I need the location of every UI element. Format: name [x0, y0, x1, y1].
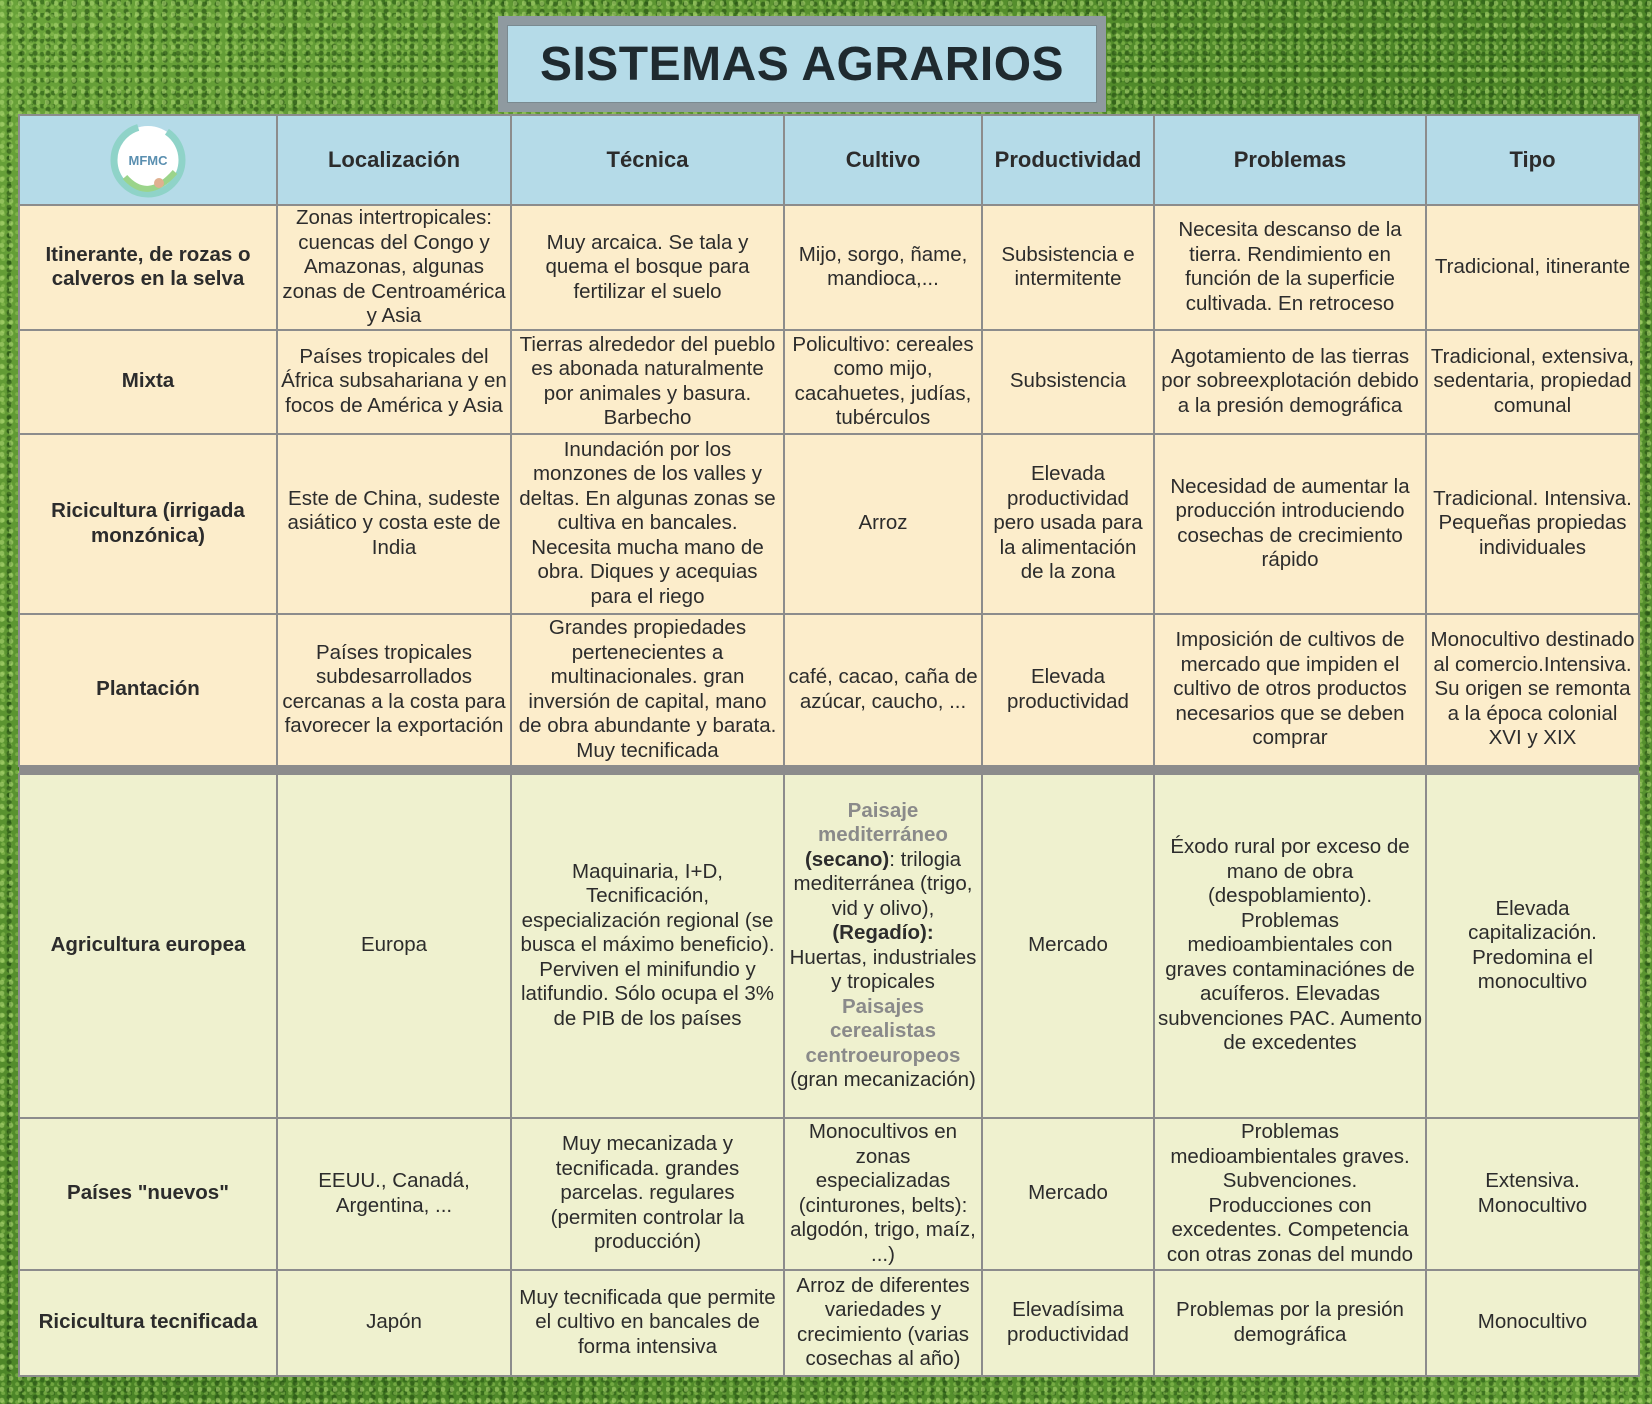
cell-localizacion: Japón — [277, 1270, 511, 1376]
logo-text: MFMC — [128, 153, 168, 168]
cell-productividad: Subsistencia — [982, 330, 1154, 434]
cell-tecnica: Grandes propiedades pertenecientes a multinacionales. gran inversión de capital, mano de obra abundante y barata. Muy tecnificada — [511, 614, 784, 766]
header-tipo: Tipo — [1426, 115, 1639, 205]
cell-productividad: Subsistencia e intermitente — [982, 205, 1154, 330]
row-label: Agricultura europea — [19, 774, 277, 1118]
table-row — [19, 614, 1639, 766]
cell-tipo: Tradicional, extensiva, sedentaria, propiedad comunal — [1426, 330, 1639, 434]
title-frame — [498, 16, 1106, 112]
table-row — [19, 1270, 1639, 1376]
cell-tecnica: Muy tecnificada que permite el cultivo en bancales de forma intensiva — [511, 1270, 784, 1376]
cell-localizacion: Este de China, sudeste asiático y costa este de India — [277, 434, 511, 614]
separator-bar — [19, 766, 1639, 774]
header-cultivo: Cultivo — [784, 115, 982, 205]
cell-localizacion: Zonas intertropicales: cuencas del Congo y Amazonas, algunas zonas de Centroamérica y Asia — [277, 205, 511, 330]
cell-productividad: Elevada productividad pero usada para la alimentación de la zona — [982, 434, 1154, 614]
cell-cultivo: Arroz — [784, 434, 982, 614]
cell-tecnica: Muy mecanizada y tecnificada. grandes parcelas. regulares (permiten controlar la producción) — [511, 1118, 784, 1270]
table-row — [19, 774, 1639, 1118]
cell-problemas: Problemas medioambientales graves. Subvenciones. Producciones con excedentes. Competencia con otras zonas del mundo — [1154, 1118, 1426, 1270]
cell-cultivo: Mijo, sorgo, ñame, mandioca,... — [784, 205, 982, 330]
cell-tecnica: Maquinaria, I+D, Tecnificación, especialización regional (se busca el máximo beneficio). Perviven el minifundio y latifundio. Sólo ocupa el 3% de PIB de los países — [511, 774, 784, 1118]
cell-problemas: Éxodo rural por exceso de mano de obra (despoblamiento). Problemas medioambientales con graves contaminaciónes de acuíferos. Elevadas subvenciones PAC. Aumento de excedentes — [1154, 774, 1426, 1118]
header-productividad: Productividad — [982, 115, 1154, 205]
cell-cultivo — [784, 774, 982, 1118]
table-row — [19, 330, 1639, 434]
cell-tipo: Tradicional, itinerante — [1426, 205, 1639, 330]
cell-tecnica: Tierras alrededor del pueblo es abonada naturalmente por animales y basura. Barbecho — [511, 330, 784, 434]
cell-tipo: Tradicional. Intensiva. Pequeñas propiedas individuales — [1426, 434, 1639, 614]
cultivo-regadio-label: (Regadío): — [832, 921, 934, 944]
cell-tipo: Extensiva. Monocultivo — [1426, 1118, 1639, 1270]
cell-tecnica: Muy arcaica. Se tala y quema el bosque para fertilizar el suelo — [511, 205, 784, 330]
cell-localizacion: EEUU., Canadá, Argentina, ... — [277, 1118, 511, 1270]
header-problemas: Problemas — [1154, 115, 1426, 205]
cell-tipo: Monocultivo destinado al comercio.Intensiva. Su origen se remonta a la época colonial XVI y XIX — [1426, 614, 1639, 766]
row-label: Países "nuevos" — [19, 1118, 277, 1270]
cultivo-secano-label: (secano) — [804, 847, 890, 871]
cell-tipo: Elevada capitalización. Predomina el monocultivo — [1426, 774, 1639, 1118]
row-label: Mixta — [19, 330, 277, 434]
mfmc-logo-icon — [105, 117, 191, 203]
cell-tipo: Monocultivo — [1426, 1270, 1639, 1376]
header-tecnica: Técnica — [511, 115, 784, 205]
cell-problemas: Necesidad de aumentar la producción introduciendo cosechas de crecimiento rápido — [1154, 434, 1426, 614]
cell-localizacion: Países tropicales del África subsahariana y en focos de América y Asia — [277, 330, 511, 434]
cell-tecnica: Inundación por los monzones de los valles y deltas. En algunas zonas se cultiva en bancales. Necesita mucha mano de obra. Diques y acequias para el riego — [511, 434, 784, 614]
section-separator — [19, 766, 1639, 774]
cell-productividad: Elevadísima productividad — [982, 1270, 1154, 1376]
cell-cultivo: Monocultivos en zonas especializadas (cinturones, belts): algodón, trigo, maíz, ...) — [784, 1118, 982, 1270]
cell-productividad: Mercado — [982, 1118, 1154, 1270]
table-row — [19, 1118, 1639, 1270]
cultivo-centroeuropeo-text: (gran mecanización) — [790, 1068, 976, 1091]
cell-cultivo: Policultivo: cereales como mijo, cacahuetes, judías, tubérculos — [784, 330, 982, 434]
cell-problemas: Imposición de cultivos de mercado que impiden el cultivo de otros productos necesarios que se deben comprar — [1154, 614, 1426, 766]
logo-cell — [19, 115, 277, 205]
cell-localizacion: Europa — [277, 774, 511, 1118]
row-label: Itinerante, de rozas o calveros en la selva — [19, 205, 277, 330]
cell-productividad: Elevada productividad — [982, 614, 1154, 766]
agrarian-systems-table — [18, 114, 1640, 1377]
header-localizacion: Localización — [277, 115, 511, 205]
cell-productividad: Mercado — [982, 774, 1154, 1118]
cell-cultivo: Arroz de diferentes variedades y crecimiento (varias cosechas al año) — [784, 1270, 982, 1376]
row-label: Plantación — [19, 614, 277, 766]
cultivo-mediterraneo-heading: Paisaje mediterráneo — [818, 798, 948, 846]
cultivo-secano-text: : trilogia mediterránea (trigo, vid y olivo), — [793, 847, 973, 920]
row-label: Ricicultura (irrigada monzónica) — [19, 434, 277, 614]
title-panel — [507, 25, 1097, 103]
row-label: Ricicultura tecnificada — [19, 1270, 277, 1376]
table-row — [19, 205, 1639, 330]
cell-localizacion: Países tropicales subdesarrollados cercanas a la costa para favorecer la exportación — [277, 614, 511, 766]
cultivo-centroeuropeo-heading: Paisajes cerealistas centroeuropeos — [805, 994, 961, 1067]
cultivo-regadio-text: Huertas, industriales y tropicales — [789, 945, 977, 993]
cell-cultivo: café, cacao, caña de azúcar, caucho, ... — [784, 614, 982, 766]
header-row — [19, 115, 1639, 205]
cell-problemas: Necesita descanso de la tierra. Rendimiento en función de la superficie cultivada. En retroceso — [1154, 205, 1426, 330]
cell-problemas: Agotamiento de las tierras por sobreexplotación debido a la presión demográfica — [1154, 330, 1426, 434]
cell-problemas: Problemas por la presión demográfica — [1154, 1270, 1426, 1376]
table-row — [19, 434, 1639, 614]
page-title: SISTEMAS AGRARIOS — [539, 37, 1065, 91]
